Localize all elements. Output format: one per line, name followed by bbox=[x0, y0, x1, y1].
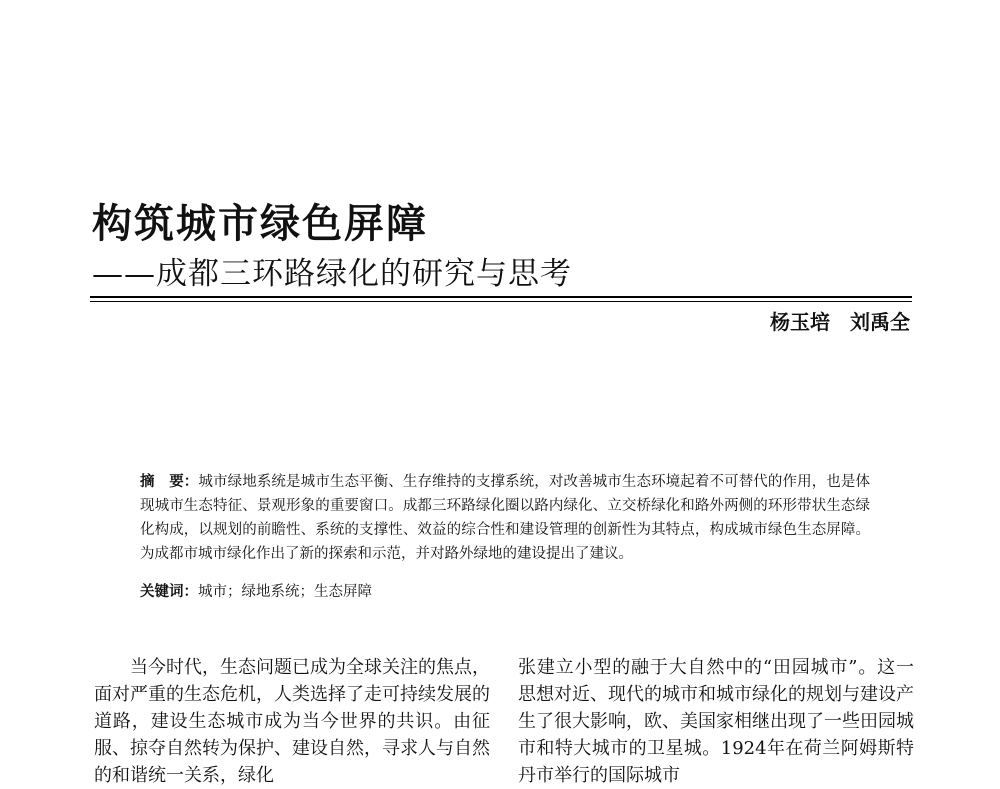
abstract-label: 摘 要： bbox=[140, 474, 199, 490]
keywords-label: 关键词： bbox=[140, 584, 198, 600]
abstract-text: 城市绿地系统是城市生态平衡、生存维持的支撑系统，对改善城市生态环境起着不可替代的作用，也是体现城市生态特征、景观形象的重要窗口。成都三环路绿化圈以路内绿化、立交桥绿化和路外两侧的环形带状生态绿化构成，以规划的前瞻性、系统的支撑性、效益的综合性和建设管理的创新性为其特点，构成城市绿色生态屏障。为成都市城市绿化作出了新的探索和示范，并对路外绿地的建设提出了建议。 bbox=[140, 474, 871, 562]
keywords-text: 城市；绿地系统；生态屏障 bbox=[198, 584, 372, 600]
article-subtitle: ——成都三环路绿化的研究与思考 bbox=[92, 256, 572, 292]
title-rule-thin bbox=[90, 301, 912, 302]
authors: 杨玉培 刘禹全 bbox=[770, 310, 910, 334]
body-column-right: 张建立小型的融于大自然中的“田园城市”。这一思想对近、现代的城市和城市绿化的规划与建设产生了很大影响，欧、美国家相继出现了一些田园城市和特大城市的卫星城。1924年在荷兰阿姆斯特丹市举行的国际城市 bbox=[518, 657, 914, 786]
title-rule-thick bbox=[90, 296, 912, 298]
keywords bbox=[140, 580, 372, 601]
body-column-left: 当今时代，生态问题已成为全球关注的焦点，面对严重的生态危机，人类选择了走可持续发展的道路，建设生态城市成为当今世界的共识。由征服、掠夺自然转为保护、建设自然，寻求人与自然的和谐统一关系，绿化 bbox=[94, 657, 490, 786]
abstract bbox=[140, 470, 870, 566]
article-title: 构筑城市绿色屏障 bbox=[92, 201, 428, 247]
